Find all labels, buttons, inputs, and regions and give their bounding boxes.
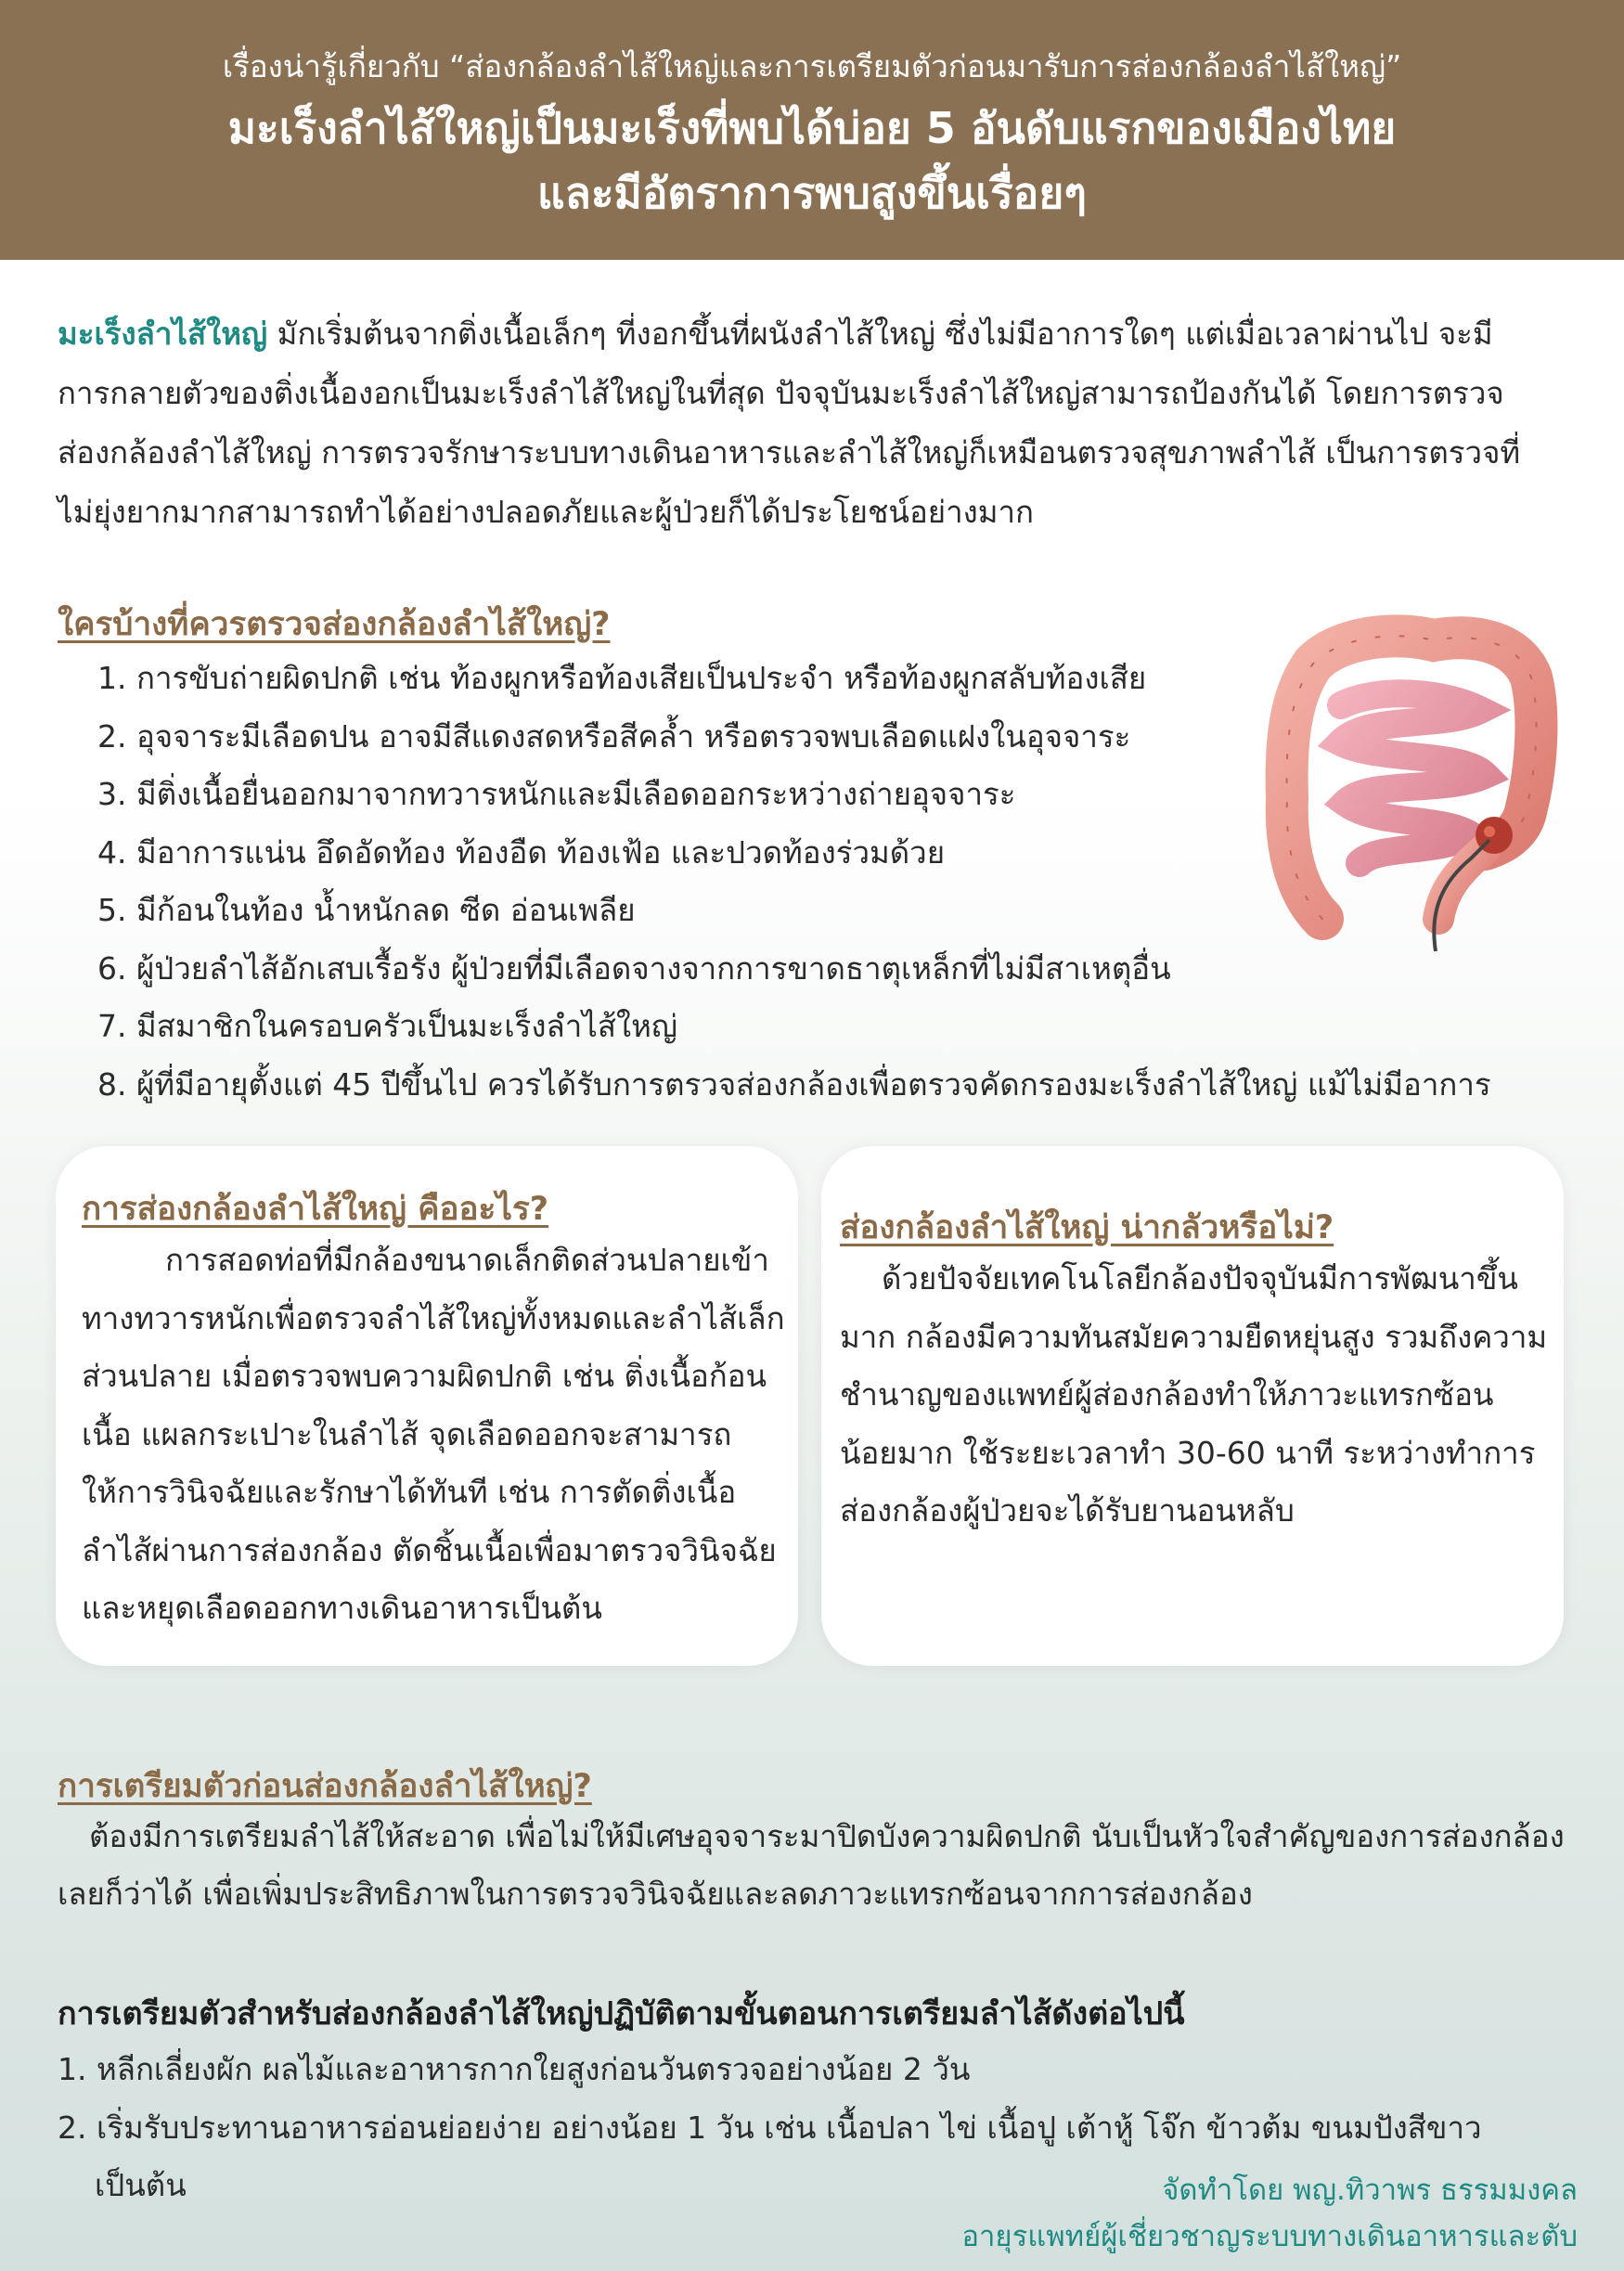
intro-highlight: มะเร็งลำไส้ใหญ่ xyxy=(58,316,268,352)
header-title-line1: มะเร็งลำไส้ใหญ่เป็นมะเร็งที่พบได้บ่อย 5 อันดับแรกของเมืองไทย xyxy=(227,103,1397,153)
prep-body: ต้องมีการเตรียมลำไส้ให้สะอาด เพื่อไม่ให้มีเศษอุจจาระมาปิดบังความผิดปกติ นับเป็นหัวใจสำคัญของการส่องกล้องเลยก็ว่าได้ เพื่อเพิ่มประสิทธิภาพในการตรวจวินิจฉัยและลดภาวะแทรกซ้อนจากการส่องกล้อง xyxy=(58,1818,1565,1912)
intro-text: มักเริ่มต้นจากติ่งเนื้อเล็กๆ ที่งอกขึ้นที่ผนังลำไส้ใหญ่ ซึ่งไม่มีอาการใดๆ แต่เมื่อเวลาผ่านไป จะมีการกลายตัวของติ่งเนื้องอกเป็นมะเร็งลำไส้ใหญ่ในที่สุด ปัจจุบันมะเร็งลำไส้ใหญ่สามารถป้องกันได้ โดยการตรวจส่องกล้องลำไส้ใหญ่ การตรวจรักษาระบบทางเดินอาหารและลำไส้ใหญ่ก็เหมือนตรวจสุขภาพลำไส้ เป็นการตรวจที่ไม่ยุ่งยากมากสามารถทำได้อย่างปลอดภัยและผู้ป่วยก็ได้ประโยชน์อย่างมาก xyxy=(58,316,1521,530)
who-item: 2. อุจจาระมีเลือดปน อาจมีสีแดงสดหรือสีคล้ำ หรือตรวจพบเลือดแฝงในอุจจาระ xyxy=(97,717,1131,755)
what-body: การสอดท่อที่มีกล้องขนาดเล็กติดส่วนปลายเข้าทางทวารหนักเพื่อตรวจลำไส้ใหญ่ทั้งหมดและลำไส้เล็กส่วนปลาย เมื่อตรวจพบความผิดปกติ เช่น ติ่งเนื้อก้อนเนื้อ แผลกระเปาะในลำไส้ จุดเลือดออกจะสามารถให้การวินิจฉัยและรักษาได้ทันที เช่น การตัดติ่งเนื้อลำไส้ผ่านการส่องกล้อง ตัดชิ้นเนื้อเพื่อมาตรวจวินิจฉัย และหยุดเลือดออกทางเดินอาหารเป็นต้น xyxy=(82,1242,785,1626)
what-card xyxy=(56,1146,798,1666)
header-title-line2: และมีอัตราการพบสูงขึ้นเรื่อยๆ xyxy=(537,168,1087,218)
who-section-title: ใครบ้างที่ควรตรวจส่องกล้องลำไส้ใหญ่? xyxy=(58,606,611,643)
fear-body: ด้วยปัจจัยเทคโนโลยีกล้องปัจจุบันมีการพัฒนาขึ้นมาก กล้องมีความทันสมัยความยืดหยุ่นสูง รวมถึงความชำนาญของแพทย์ผู้ส่องกล้องทำให้ภาวะแทรกซ้อนน้อยมาก ใช้ระยะเวลาทำ 30-60 นาที ระหว่างทำการส่องกล้องผู้ป่วยจะได้รับยานอนหลับ xyxy=(840,1260,1548,1529)
who-item: 4. มีอาการแน่น อึดอัดท้อง ท้องอืด ท้องเฟ้อ และปวดท้องร่วมด้วย xyxy=(97,833,946,871)
fear-card xyxy=(821,1146,1564,1666)
credit-role: อายุรแพทย์ผู้เชี่ยวชาญระบบทางเดินอาหารและตับ xyxy=(961,2220,1578,2253)
who-item: 5. มีก้อนในท้อง น้ำหนักลด ซีด อ่อนเพลีย xyxy=(97,892,636,928)
who-item: 7. มีสมาชิกในครอบครัวเป็นมะเร็งลำไส้ใหญ่ xyxy=(97,1008,677,1044)
who-item: 1. การขับถ่ายผิดปกติ เช่น ท้องผูกหรือท้องเสียเป็นประจำ หรือท้องผูกสลับท้องเสีย xyxy=(97,660,1147,696)
step-item-continuation: เป็นต้น xyxy=(95,2167,187,2203)
intro-paragraph xyxy=(58,304,1542,542)
credit-author: จัดทำโดย พญ.ทิวาพร ธรรมมงคล xyxy=(1162,2174,1578,2207)
step-item xyxy=(58,2041,1505,2099)
who-item: 6. ผู้ป่วยลำไส้อักเสบเรื้อรัง ผู้ป่วยที่มีเลือดจางจากการขาดธาตุเหล็กที่ไม่มีสาเหตุอื่น xyxy=(97,949,1171,987)
header-subtitle: เรื่องน่ารู้เกี่ยวกับ “ส่องกล้องลำไส้ใหญ่และการเตรียมตัวก่อนมารับการส่องกล้องลำไส้ใหญ่” xyxy=(222,48,1402,84)
who-item: 3. มีติ่งเนื้อยื่นออกมาจากทวารหนักและมีเลือดออกระหว่างถ่ายอุจจาระ xyxy=(97,776,1016,812)
step-item-text: 1. หลีกเลี่ยงผัก ผลไม้และอาหารกากใยสูงก่อนวันตรวจอย่างน้อย 2 วัน xyxy=(58,2051,971,2087)
steps-title: การเตรียมตัวสำหรับส่องกล้องลำไส้ใหญ่ปฏิบัติตามขั้นตอนการเตรียมลำไส้ดังต่อไปนี้ xyxy=(58,1995,1185,2032)
step-item-text: 2. เริ่มรับประทานอาหารอ่อนย่อยง่าย อย่างน้อย 1 วัน เช่น เนื้อปลา ไข่ เนื้อปู เต้าหู้ โจ๊ก ข้าวต้ม ขนมปังสีขาว xyxy=(58,2109,1482,2146)
fear-section-title: ส่องกล้องลำไส้ใหญ่ น่ากลัวหรือไม่? xyxy=(840,1209,1334,1246)
credit xyxy=(961,2167,1578,2260)
prep-section-title: การเตรียมตัวก่อนส่องกล้องลำไส้ใหญ่? xyxy=(58,1768,592,1805)
what-section-title: การส่องกล้องลำไส้ใหญ่ คืออะไร? xyxy=(82,1191,549,1228)
header-banner xyxy=(0,0,1624,260)
colon-illustration xyxy=(1257,613,1564,956)
who-item: 8. ผู้ที่มีอายุตั้งแต่ 45 ปีขึ้นไป ควรได้รับการตรวจส่องกล้องเพื่อตรวจคัดกรองมะเร็งลำไส้ใหญ่ แม้ไม่มีอาการ xyxy=(97,1065,1491,1103)
